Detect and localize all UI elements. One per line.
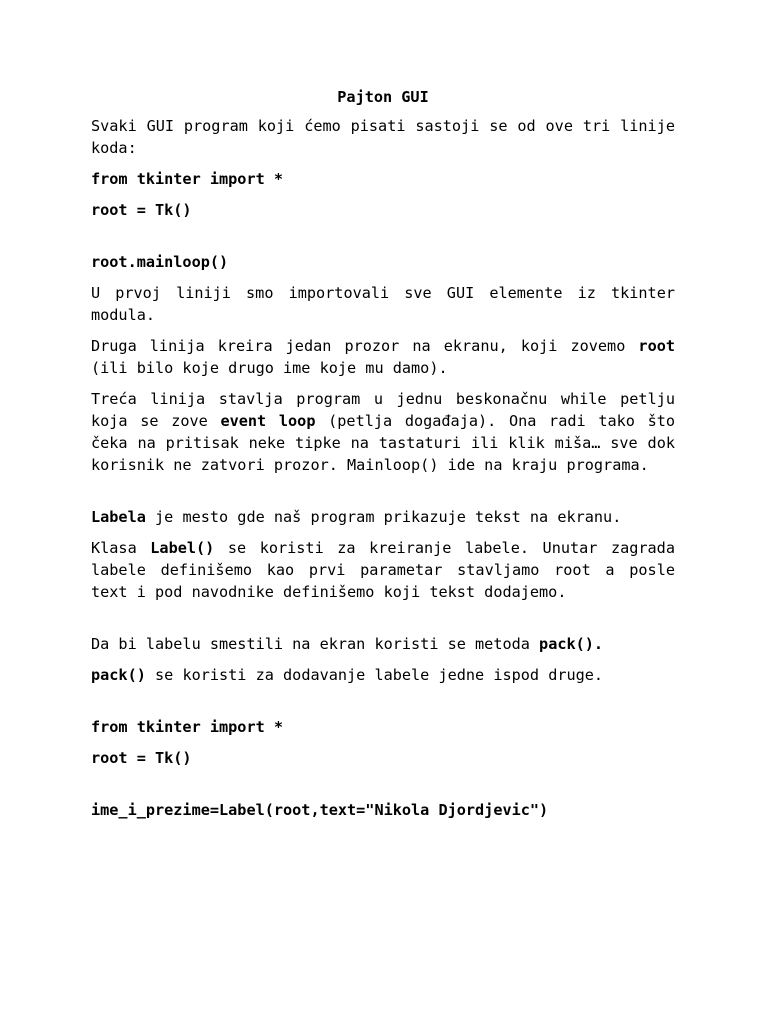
pack-keyword: pack(). — [539, 635, 604, 653]
pack-usage-text: se koristi za dodavanje labele jedne ispod druge. — [145, 666, 604, 684]
code2-line-root: root = Tk() — [91, 749, 192, 767]
root-paragraph-text-end: (ili bilo koje drugo ime koje mu damo). — [91, 359, 448, 377]
code2-line-import: from tkinter import * — [91, 718, 284, 736]
pack-text: Da bi labelu smestili na ekran koristi se metoda — [91, 635, 540, 653]
code-line-root: root = Tk() — [91, 201, 192, 219]
code-line-import: from tkinter import * — [91, 170, 284, 188]
code2-line-label: ime_i_prezime=Label(root,text="Nikola Djordjevic") — [91, 801, 549, 819]
intro-paragraph: Svaki GUI program koji ćemo pisati sastoji se od ove tri linije koda: — [91, 117, 675, 157]
labela-keyword: Labela — [91, 508, 146, 526]
pack-usage-paragraph — [91, 664, 675, 686]
label-keyword: Label() — [150, 539, 215, 557]
event-loop-paragraph — [91, 388, 675, 476]
event-loop-text-end: (petlja događaja). Ona radi tako što čeka na pritisak neke tipke na tastaturi ili klik miša… sve dok korisnik ne zatvori prozor. Mainloop() ide na kraju programa. — [91, 412, 675, 474]
pack-usage-keyword: pack() — [91, 666, 146, 684]
labela-text: je mesto gde naš program prikazuje tekst na ekranu. — [145, 508, 622, 526]
root-keyword: root — [638, 337, 675, 355]
klasa-paragraph — [91, 537, 675, 603]
root-paragraph — [91, 335, 675, 379]
labela-paragraph — [91, 506, 675, 528]
klasa-text-end: se koristi za kreiranje labele. Unutar zagrada labele definišemo kao prvi parametar stavljamo root a posle text i pod navodnike definišemo koji tekst dodajemo. — [91, 539, 675, 601]
pack-paragraph — [91, 633, 675, 655]
document-page — [91, 86, 675, 830]
page-title: Pajton GUI — [337, 88, 429, 106]
root-paragraph-text: Druga linija kreira jedan prozor na ekranu, koji zovemo — [91, 337, 639, 355]
import-paragraph: U prvoj liniji smo importovali sve GUI elemente iz tkinter modula. — [91, 284, 675, 324]
code-line-mainloop: root.mainloop() — [91, 253, 229, 271]
event-loop-text: Treća linija stavlja program u jednu beskonačnu while petlju koja se zove — [91, 390, 675, 430]
event-loop-keyword: event loop — [220, 412, 316, 430]
klasa-text: Klasa — [91, 539, 151, 557]
